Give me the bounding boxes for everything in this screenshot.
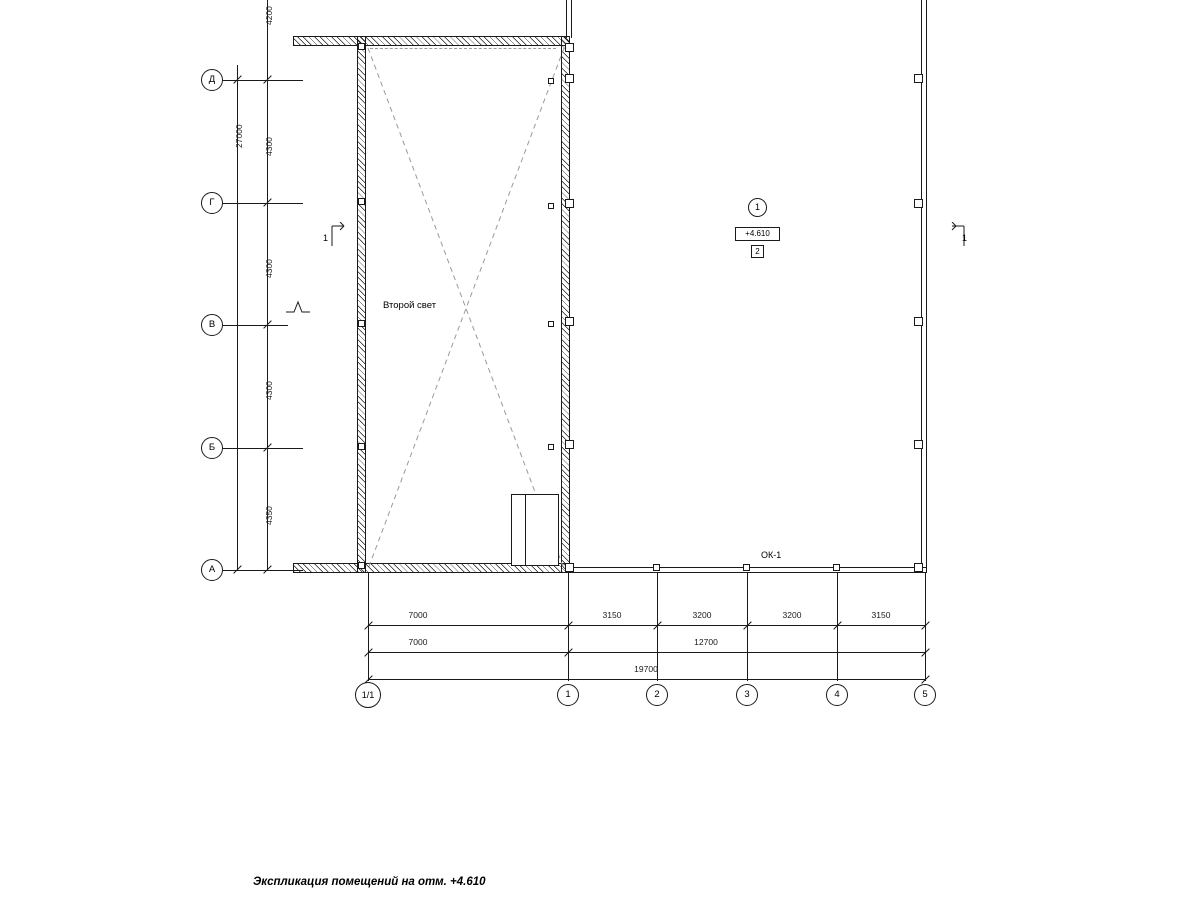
column bbox=[358, 198, 365, 205]
dim-left-4300-1: 4300 bbox=[264, 137, 274, 156]
grid-line-5 bbox=[925, 573, 926, 681]
column bbox=[653, 564, 660, 571]
column bbox=[358, 320, 365, 327]
section-mark-left-label: 1 bbox=[323, 233, 329, 243]
column bbox=[548, 78, 554, 84]
dim-left-4350: 4350 bbox=[264, 506, 274, 525]
grid-line-1-1 bbox=[368, 573, 369, 681]
grid-bubble-a[interactable]: А bbox=[201, 559, 223, 581]
column bbox=[358, 43, 365, 50]
grid-bubble-4[interactable]: 4 bbox=[826, 684, 848, 706]
dim-line-bottom-3 bbox=[368, 679, 926, 680]
column bbox=[565, 74, 574, 83]
wall-left-room bbox=[357, 36, 366, 573]
column bbox=[358, 562, 365, 569]
dim-left-4300-2: 4300 bbox=[264, 259, 274, 278]
dim-line-bottom-1 bbox=[368, 625, 926, 626]
grid-line-b bbox=[223, 448, 303, 449]
column bbox=[358, 443, 365, 450]
grid-line-3 bbox=[747, 573, 748, 681]
column bbox=[565, 440, 574, 449]
grid-line-g bbox=[223, 203, 303, 204]
dim-bottom-total-12700: 12700 bbox=[694, 637, 718, 647]
column bbox=[548, 203, 554, 209]
wall-top-left bbox=[293, 36, 570, 46]
wall-bottom-hall-inner bbox=[566, 572, 926, 573]
wall-room-right-upper bbox=[566, 0, 567, 38]
drawing-title: Экспликация помещений на отм. +4.610 bbox=[253, 876, 486, 888]
column bbox=[914, 440, 923, 449]
break-symbol-icon bbox=[286, 298, 310, 316]
grid-bubble-v[interactable]: В bbox=[201, 314, 223, 336]
grid-bubble-2[interactable]: 2 bbox=[646, 684, 668, 706]
dim-line-left-inner bbox=[267, 0, 268, 570]
grid-bubble-5[interactable]: 5 bbox=[914, 684, 936, 706]
column bbox=[914, 563, 923, 572]
dim-bottom-total-19700: 19700 bbox=[634, 664, 658, 674]
column bbox=[565, 43, 574, 52]
column bbox=[565, 317, 574, 326]
grid-bubble-1[interactable]: 1 bbox=[557, 684, 579, 706]
column bbox=[548, 444, 554, 450]
column bbox=[743, 564, 750, 571]
dim-bottom-7000: 7000 bbox=[408, 610, 428, 620]
dim-bottom-total-7000: 7000 bbox=[408, 637, 428, 647]
column bbox=[565, 199, 574, 208]
dim-line-bottom-2 bbox=[368, 652, 926, 653]
dim-left-4200: 4200 bbox=[264, 6, 274, 25]
stair-block bbox=[511, 494, 559, 566]
wall-right-hall-inner bbox=[926, 0, 927, 573]
elevation-marker: +4.610 bbox=[735, 227, 780, 241]
section-mark-right-label: 1 bbox=[962, 233, 968, 243]
grid-line-4 bbox=[837, 573, 838, 681]
column bbox=[833, 564, 840, 571]
window-label-ok1: ОК-1 bbox=[761, 550, 782, 560]
area-tag: 2 bbox=[751, 245, 764, 258]
dim-bottom-3150-b: 3150 bbox=[871, 610, 891, 620]
wall-right-hall bbox=[921, 0, 922, 573]
dim-bottom-3150-a: 3150 bbox=[602, 610, 622, 620]
wall-room-right-upper-2 bbox=[571, 0, 572, 38]
grid-line-1 bbox=[568, 573, 569, 681]
grid-line-v bbox=[223, 325, 288, 326]
grid-bubble-g[interactable]: Г bbox=[201, 192, 223, 214]
grid-bubble-d[interactable]: Д bbox=[201, 69, 223, 91]
grid-bubble-b[interactable]: Б bbox=[201, 437, 223, 459]
room-number-bubble: 1 bbox=[748, 198, 767, 217]
dim-left-total-27000: 27000 bbox=[234, 124, 244, 148]
grid-bubble-3[interactable]: 3 bbox=[736, 684, 758, 706]
column bbox=[565, 563, 574, 572]
grid-bubble-1-1[interactable]: 1/1 bbox=[355, 682, 381, 708]
dim-bottom-3200-a: 3200 bbox=[692, 610, 712, 620]
column bbox=[914, 74, 923, 83]
dim-left-4300-3: 4300 bbox=[264, 381, 274, 400]
column bbox=[914, 199, 923, 208]
stair-block-divider bbox=[525, 495, 526, 565]
column bbox=[914, 317, 923, 326]
column bbox=[548, 321, 554, 327]
dim-bottom-3200-b: 3200 bbox=[782, 610, 802, 620]
room-label-second-light: Второй свет bbox=[383, 300, 437, 311]
